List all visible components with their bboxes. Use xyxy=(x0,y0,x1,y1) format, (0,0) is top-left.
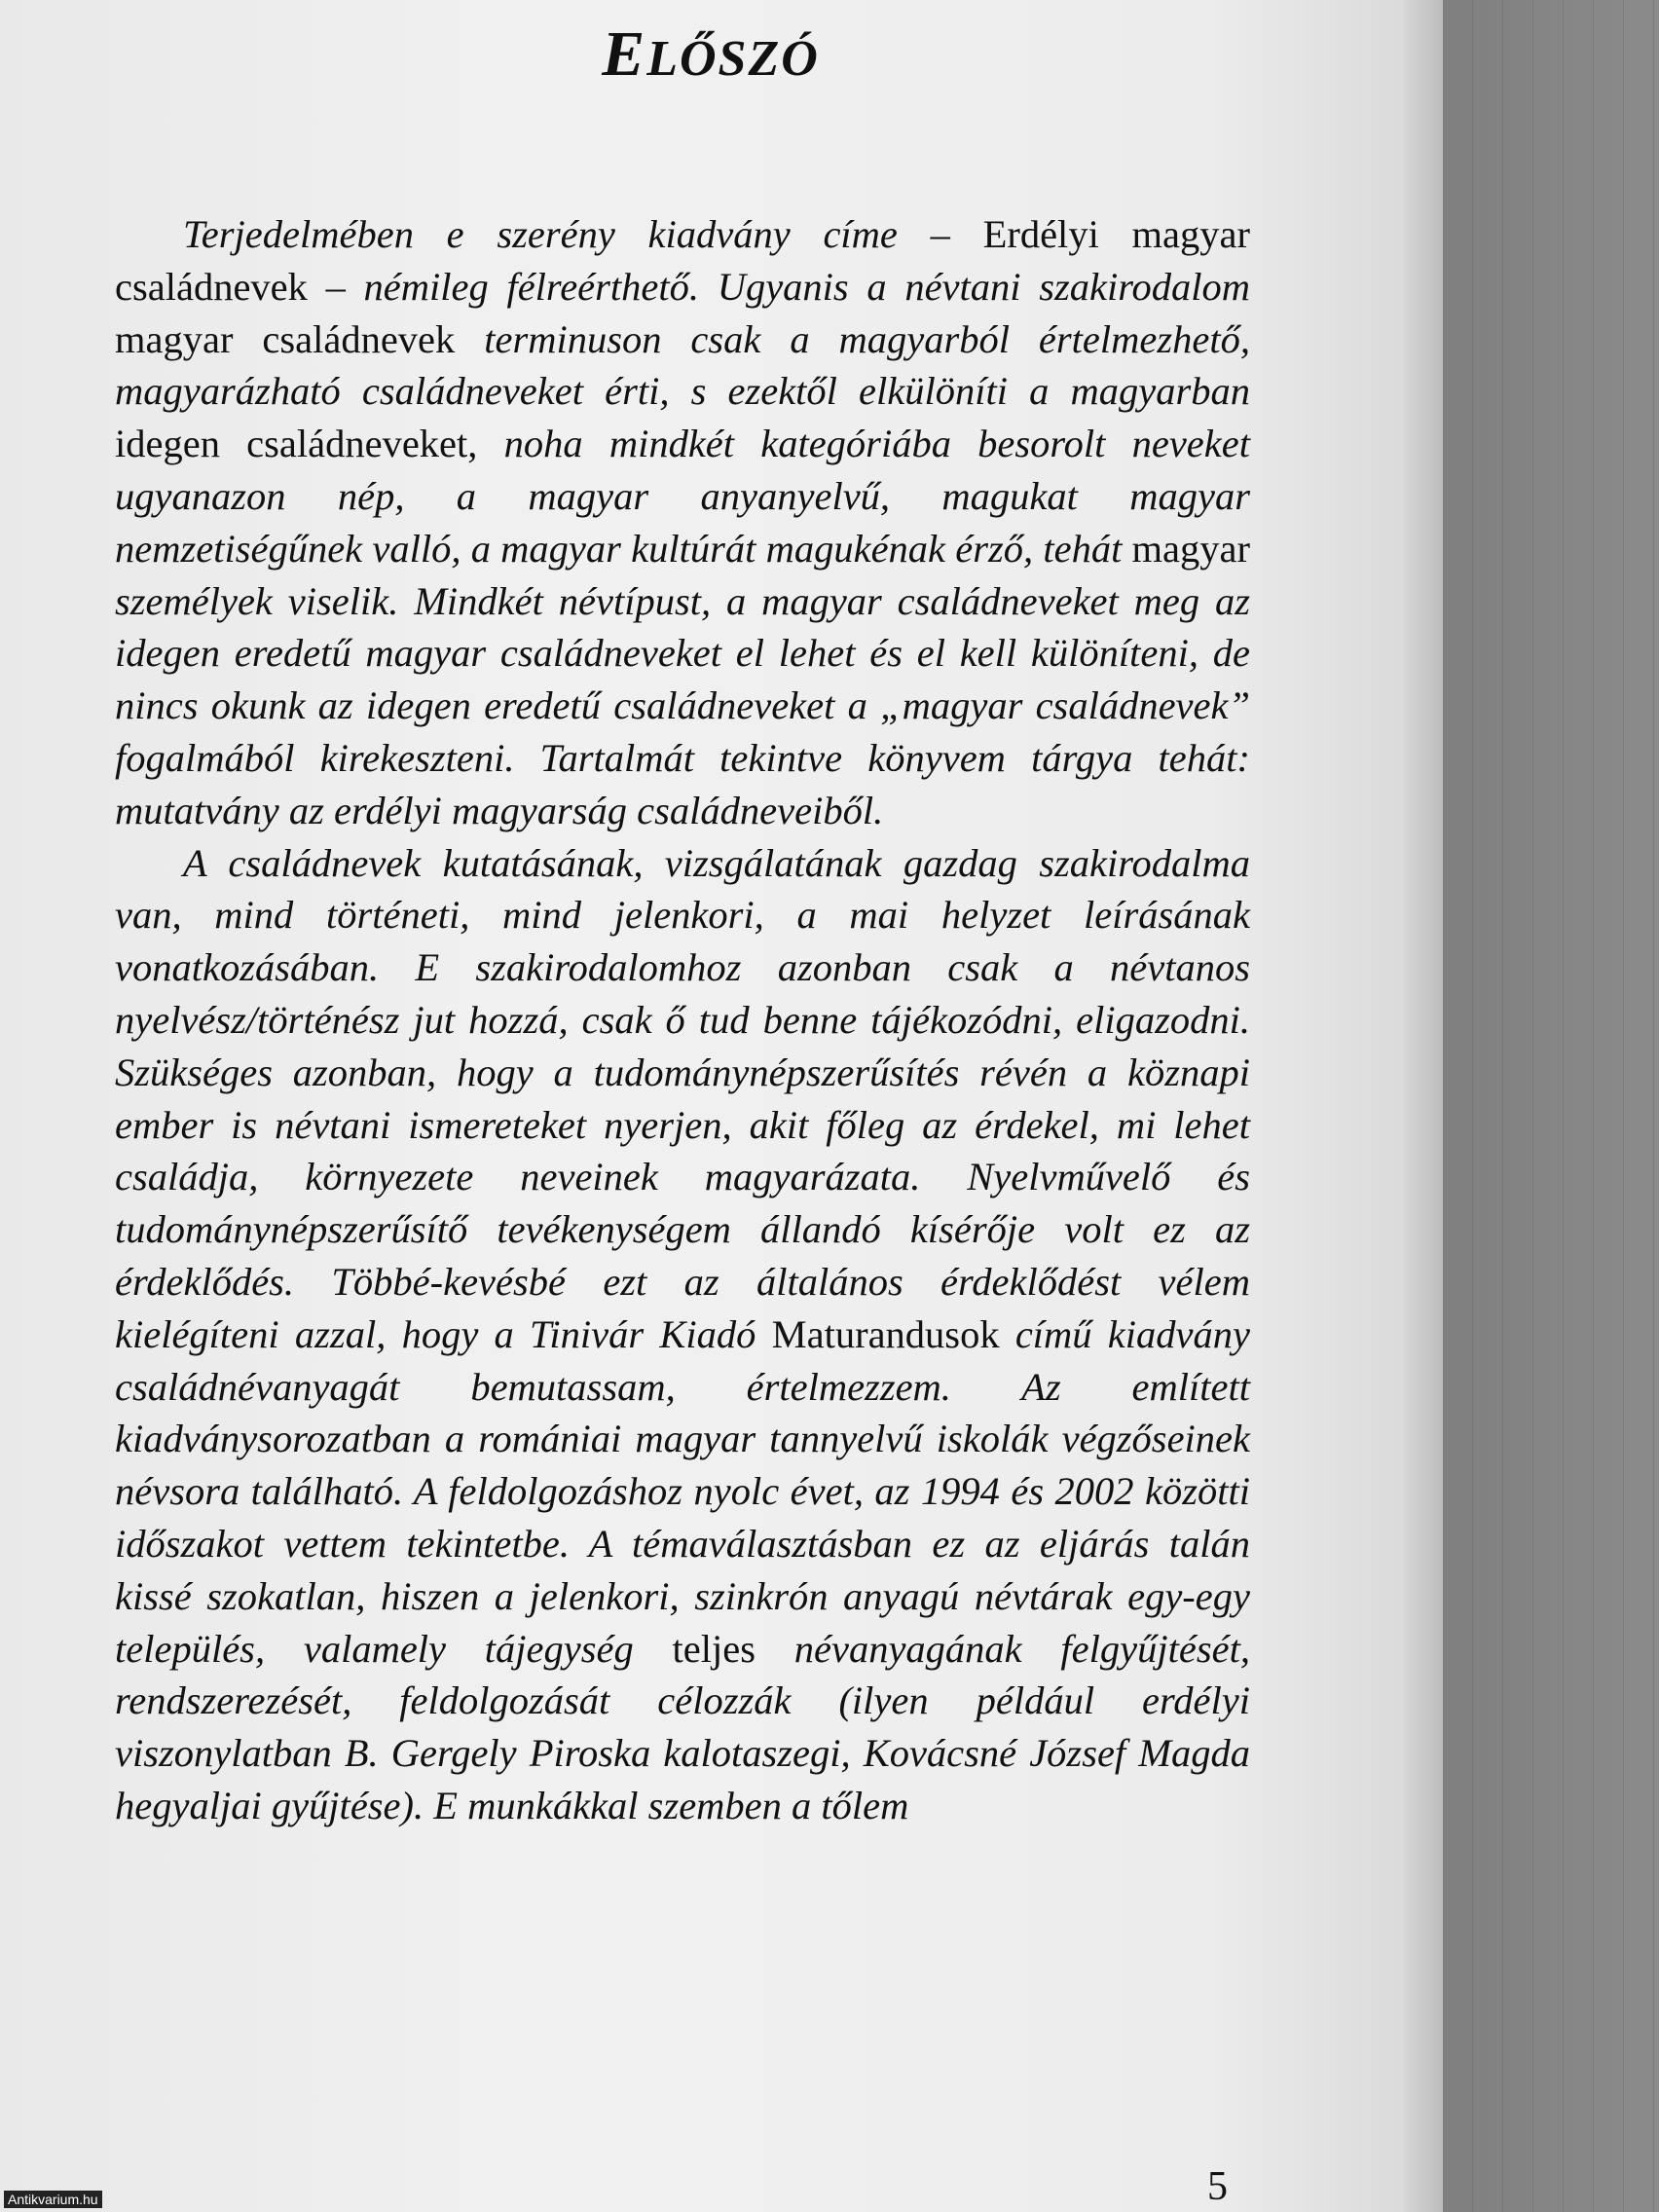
text-run: című kiadvány családnévanyagát bemutassam, értelmezzem. Az említett kiadványsorozatban a romániai magyar tannyelvű iskolák végzőseinek névsora található. A feldolgozáshoz nyolc évet, az 1994 és 2002 közötti időszakot vettem tekintetbe. A témaválasztásban ez az eljárás talán kissé szokatlan, hiszen a jelenkori, szinkrón anyagú névtárak egy-egy település, valamely tájegység xyxy=(115,1311,1250,1671)
page-title xyxy=(0,18,1421,92)
text-run: személyek viselik. Mindkét névtípust, a magyar családneveket meg az idegen eredetű magyar családneveket el lehet és el kell különíteni, de nincs okunk az idegen eredetű családneveket a „magyar családnevek” fogalmából kirekeszteni. Tartalmát tekintve könyvem tárgya tehát: mutatvány az erdélyi magyarság családneveiből. xyxy=(115,578,1250,832)
body-text xyxy=(115,208,1250,1832)
paragraph xyxy=(115,837,1250,1832)
text-run: Terjedelmében e szerény kiadvány címe – xyxy=(183,212,983,256)
text-run: teljes xyxy=(672,1626,756,1671)
text-run: – némileg félreérthető. Ugyanis a névtani szakirodalom xyxy=(307,264,1250,309)
page-edge xyxy=(1404,0,1443,2212)
background-surface xyxy=(1443,0,1659,2212)
watermark: Antikvarium.hu xyxy=(4,2191,102,2208)
text-run: Erdélyi magyar családnevek xyxy=(115,212,1250,309)
text-run: névanyagának felgyűjtését, rendszerezését, feldolgozását célozzák (ilyen például erdélyi viszonylatban B. Gergely Piroska kalotaszegi, Kovácsné József Magda hegyaljai gyűjtése). E munkákkal szemben a tőlem xyxy=(115,1626,1250,1827)
title-initial: E xyxy=(602,18,647,90)
text-run: Maturandusok xyxy=(771,1311,1000,1356)
text-run: magyar xyxy=(1131,526,1250,571)
text-run: idegen családneveket, xyxy=(115,422,478,466)
text-run: A családnevek kutatásának, vizsgálatának gazdag szakirodalma van, mind történeti, mind jelenkori, a mai helyzet leírásának vonatkozásában. E szakirodalomhoz azonban csak a névtanos nyelvész/történész jut hozzá, csak ő tud benne tájékozódni, eligazodni. Szükséges azonban, hogy a tudománynépszerűsítés révén a köznapi ember is névtani ismereteket nyerjen, akit főleg az érdekel, mi lehet családja, környezete neveinek magyarázata. Nyelvművelő és tudománynépszerűsítő tevékenységem állandó kísérője volt ez az érdeklődés. Többé-kevésbé ezt az általános érdeklődést vélem kielégíteni azzal, hogy a Tinivár Kiadó xyxy=(115,840,1250,1356)
text-run: noha mindkét kategóriába besorolt neveket ugyanazon nép, a magyar anyanyelvű, magukat magyar nemzetiségűnek valló, a magyar kultúrát magukénak érző, tehát xyxy=(115,422,1250,571)
surface-texture xyxy=(1443,0,1659,2212)
paragraph xyxy=(115,208,1250,837)
text-run: terminuson csak a magyarból értelmezhető, magyarázható családneveket érti, s ezektől elkülöníti a magyarban xyxy=(115,316,1250,414)
page-number: 5 xyxy=(1207,2164,1228,2209)
title-rest: LŐSZÓ xyxy=(646,31,820,87)
text-run: magyar családnevek xyxy=(115,316,456,361)
